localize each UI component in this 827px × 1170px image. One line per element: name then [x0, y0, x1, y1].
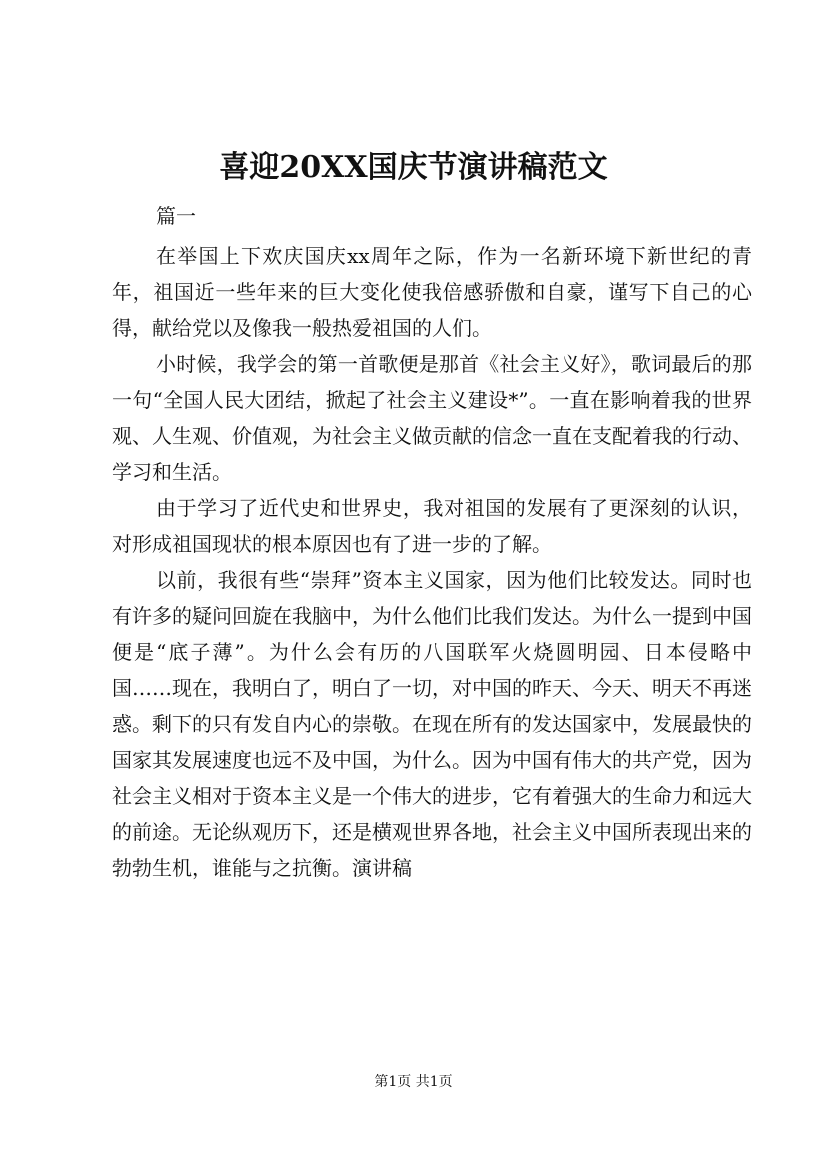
paragraph-2: 小时候，我学会的第一首歌便是那首《社会主义好》，歌词最后的那一句“全国人民大团结，掀起了社会主义建设*”。一直在影响着我的世界观、人生观、价值观，为社会主义做贡献的信念一直在支配着我的行动、学习和生活。 — [112, 352, 752, 484]
paragraph-4: 以前，我很有些“崇拜”资本主义国家，因为他们比较发达。同时也有许多的疑问回旋在我脑中，为什么他们比我们发达。为什么一提到中国便是“底子薄”。为什么会有历的八国联军火烧圆明园、日本侵略中国……现在，我明白了，明白了一切，对中国的昨天、今天、明天不再迷惑。剩下的只有发自内心的崇敬。在现在所有的发达国家中，发展最快的国家其发展速度也远不及中国，为什么。因为中国有伟大的共产党，因为社会主义相对于资本主义是一个伟大的进步，它有着强大的生命力和远大的前途。无论纵观历下，还是横观世界各地，社会主义中国所表现出来的勃勃生机，谁能与之抗衡。演讲稿 — [112, 568, 752, 880]
paragraph-3: 由于学习了近代史和世界史，我对祖国的发展有了更深刻的认识，对形成祖国现状的根本原因也有了进一步的了解。 — [112, 496, 752, 556]
section-label: 篇一 — [156, 204, 196, 228]
document-title: 喜迎20XX国庆节演讲稿范文 — [219, 150, 608, 185]
paragraph-1: 在举国上下欢庆国庆xx周年之际，作为一名新环境下新世纪的青年，祖国近一些年来的巨大变化使我倍感骄傲和自豪，谨写下自己的心得，献给党以及像我一般热爱祖国的人们。 — [112, 244, 752, 340]
page-footer: 第1页 共1页 — [374, 1074, 453, 1090]
document-body — [112, 198, 752, 886]
